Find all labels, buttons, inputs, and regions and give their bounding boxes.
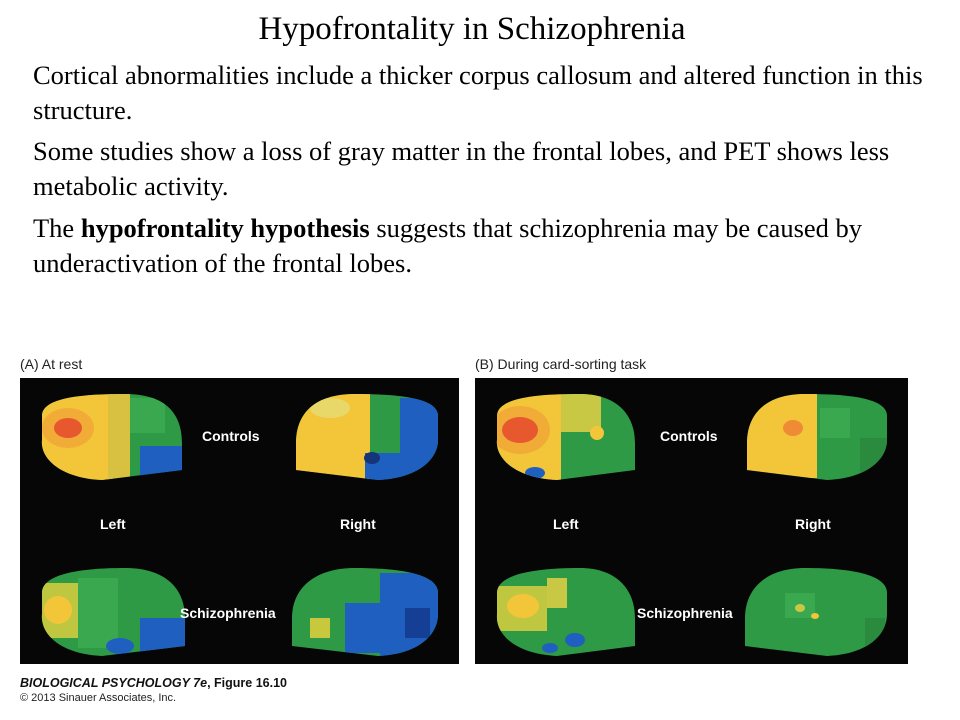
controls-label-a: Controls	[202, 428, 260, 444]
paragraph-gray-matter: Some studies show a loss of gray matter in the frontal lobes, and PET shows less metabolic activity.	[33, 136, 890, 201]
left-label-b: Left	[553, 516, 579, 532]
slide-title: Hypofrontality in Schizophrenia	[258, 11, 686, 47]
task-schizophrenia-right-brain-scan	[735, 558, 908, 664]
paragraph-corpus-callosum: Cortical abnormalities include a thicker corpus callosum and altered function in this structure.	[33, 60, 923, 125]
right-label-b: Right	[795, 516, 831, 532]
controls-right-brain-scan	[280, 378, 459, 498]
figure-credit	[20, 676, 287, 690]
schizophrenia-label-a: Schizophrenia	[180, 605, 276, 621]
pet-scans-at-rest	[20, 378, 459, 664]
controls-label-b: Controls	[660, 428, 718, 444]
pet-panel-at-rest	[20, 378, 459, 664]
schizophrenia-label-b: Schizophrenia	[637, 605, 733, 621]
figure-number: , Figure 16.10	[207, 676, 287, 690]
panel-a-label: (A) At rest	[20, 356, 83, 372]
controls-left-brain-scan	[20, 378, 220, 498]
left-label-a: Left	[100, 516, 126, 532]
paragraph-hypofrontality	[33, 211, 933, 281]
hypofrontality-term: hypofrontality hypothesis	[80, 213, 370, 243]
paragraph3-rest: suggests that schizophrenia may be caused by underactivation of the frontal lobes.	[33, 213, 863, 278]
panel-b-label: (B) During card-sorting task	[475, 356, 647, 372]
pet-scans-card-sorting	[475, 378, 908, 664]
book-title: BIOLOGICAL PSYCHOLOGY 7e	[20, 676, 208, 690]
task-controls-left-brain-scan	[475, 378, 675, 498]
schizophrenia-right-brain-scan	[280, 558, 459, 664]
paragraph3-lead: The	[33, 213, 81, 243]
task-controls-right-brain-scan	[735, 378, 908, 498]
right-label-a: Right	[340, 516, 376, 532]
copyright-notice: © 2013 Sinauer Associates, Inc.	[20, 692, 177, 704]
pet-panel-card-sorting	[475, 378, 908, 664]
